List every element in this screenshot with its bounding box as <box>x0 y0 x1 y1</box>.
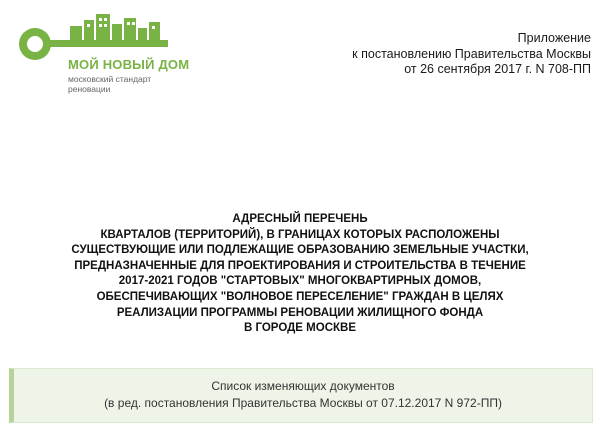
amendments-box <box>9 368 593 423</box>
logo-subtitle-line2: реновации <box>68 84 111 94</box>
appendix-header <box>352 31 591 78</box>
logo <box>8 10 190 94</box>
appendix-line3: от 26 сентября 2017 г. N 708-ПП <box>404 62 591 76</box>
title-line: 2017-2021 ГОДОВ "СТАРТОВЫХ" МНОГОКВАРТИРНЫХ ДОМОВ, <box>118 275 482 288</box>
title-line: СУЩЕСТВУЮЩИЕ ИЛИ ПОДЛЕЖАЩИЕ ОБРАЗОВАНИЮ ЗЕМЕЛЬНЫЕ УЧАСТКИ, <box>71 244 529 257</box>
amendments-heading: Список изменяющих документов <box>211 379 395 393</box>
title-line: РЕАЛИЗАЦИИ ПРОГРАММЫ РЕНОВАЦИИ ЖИЛИЩНОГО ФОНДА <box>116 306 484 319</box>
document-title <box>50 212 550 337</box>
title-line: АДРЕСНЫЙ ПЕРЕЧЕНЬ <box>232 213 368 225</box>
logo-subtitle-line1: московский стандарт <box>68 74 152 84</box>
appendix-line2: к постановлению Правительства Москвы <box>352 46 591 61</box>
title-line: В ГОРОДЕ МОСКВЕ <box>243 322 356 335</box>
amendments-note: (в ред. постановления Правительства Москвы от 07.12.2017 N 972-ПП) <box>104 396 502 410</box>
logo-title: МОЙ НОВЫЙ ДОМ <box>68 57 190 72</box>
title-line: ПРЕДНАЗНАЧЕННЫЕ ДЛЯ ПРОЕКТИРОВАНИЯ И СТРОИТЕЛЬСТВА В ТЕЧЕНИЕ <box>74 259 526 272</box>
appendix-line1: Приложение <box>517 31 591 45</box>
title-line: ОБЕСПЕЧИВАЮЩИХ "ВОЛНОВОЕ ПЕРЕСЕЛЕНИЕ" ГРАЖДАН В ЦЕЛЯХ <box>96 290 504 303</box>
logo-subtitle <box>68 74 151 94</box>
amendments-text <box>14 378 592 412</box>
title-line: КВАРТАЛОВ (ТЕРРИТОРИЙ), В ГРАНИЦАХ КОТОРЫХ РАСПОЛОЖЕНЫ <box>100 228 500 241</box>
